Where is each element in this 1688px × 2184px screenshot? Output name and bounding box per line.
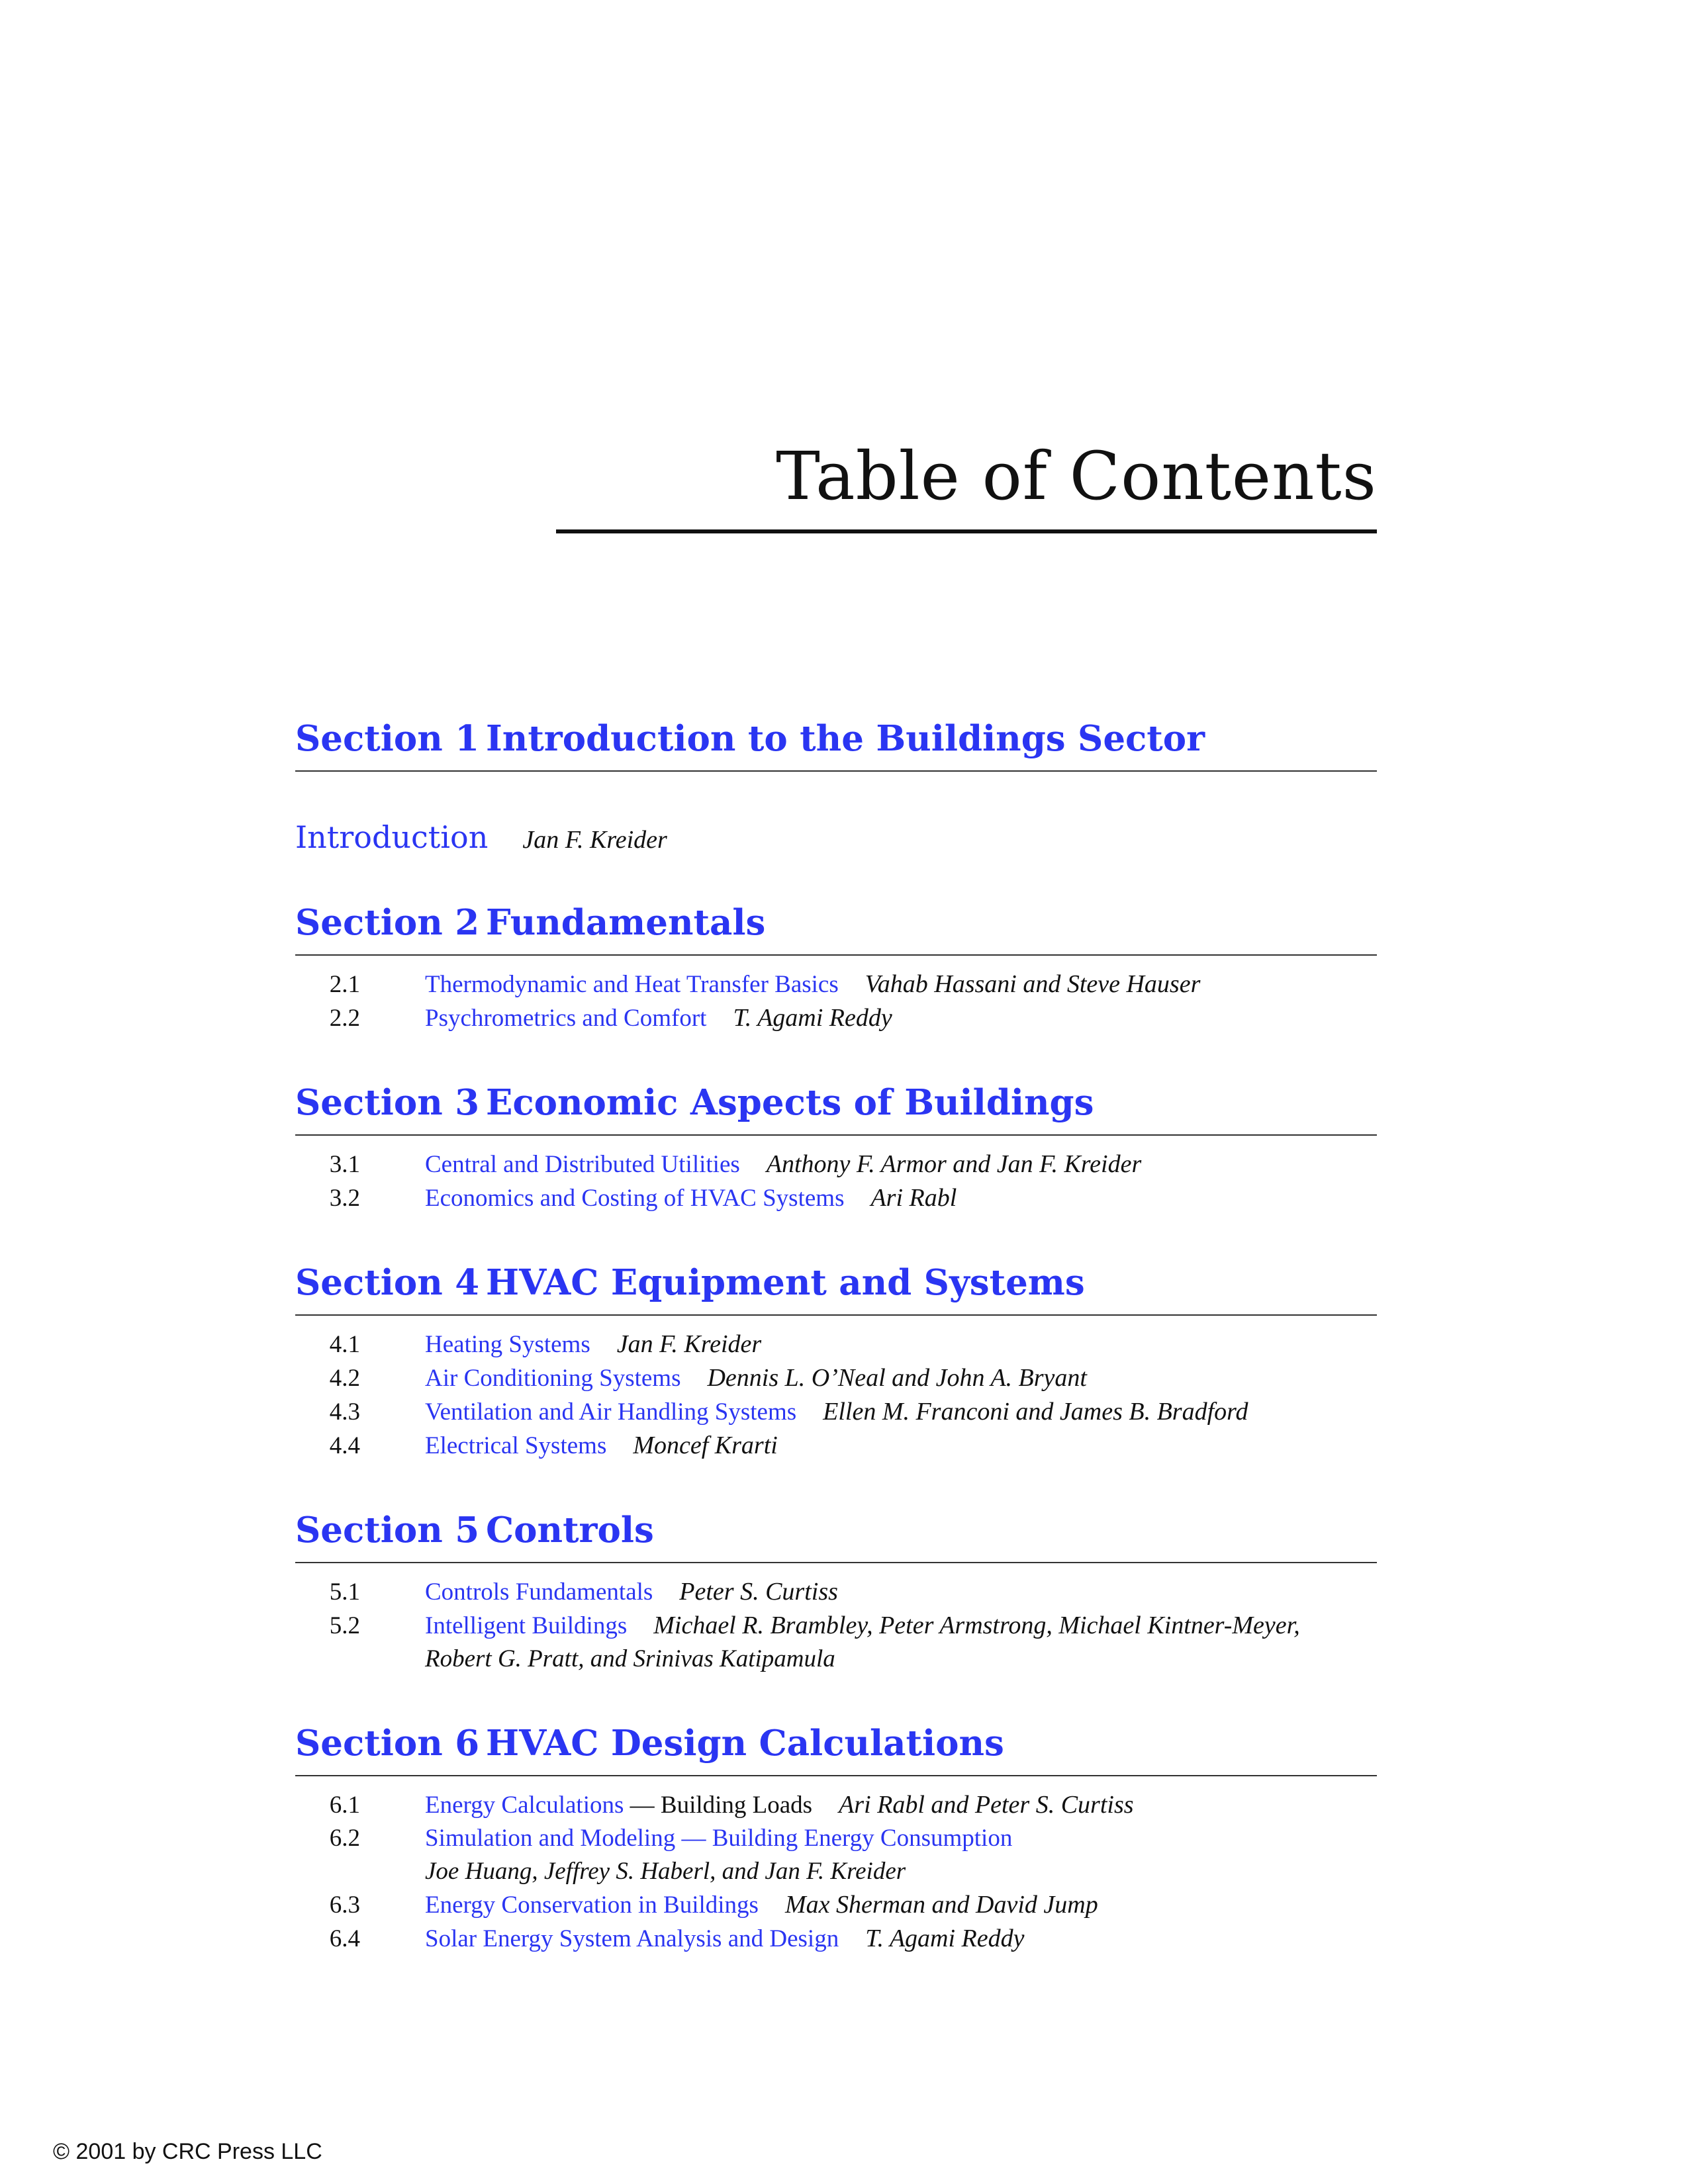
entry-number: 3.1	[329, 1151, 360, 1178]
section-title: Economic Aspects of Buildings	[486, 1082, 1094, 1123]
toc-entry	[295, 1395, 1377, 1429]
entry-link[interactable]: Ventilation and Air Handling Systems	[425, 1398, 797, 1426]
entry-authors-continued: Robert G. Pratt, and Srinivas Katipamula	[425, 1645, 835, 1672]
entry-list	[295, 1575, 1377, 1676]
section-heading[interactable]	[295, 715, 1377, 772]
copyright-footer: © 2001 by CRC Press LLC	[53, 2139, 322, 2164]
section-number: Section 3	[295, 1082, 480, 1123]
toc-entry	[295, 1328, 1377, 1361]
entry-link[interactable]: Economics and Costing of HVAC Systems	[425, 1185, 845, 1212]
entry-list	[295, 1788, 1377, 1956]
section-number: Section 5	[295, 1510, 480, 1551]
entry-authors-continued: Joe Huang, Jeffrey S. Haberl, and Jan F. Kreider	[425, 1858, 906, 1885]
toc-entry	[295, 1181, 1377, 1215]
entry-number: 2.1	[329, 971, 360, 998]
section-title: HVAC Design Calculations	[486, 1723, 1004, 1764]
entry-subtitle: — Building Loads	[624, 1792, 813, 1819]
toc-entry	[295, 1148, 1377, 1181]
intro-entry	[295, 819, 1377, 855]
entry-authors: Jan F. Kreider	[616, 1330, 762, 1358]
section-heading[interactable]	[295, 1719, 1377, 1776]
entry-link[interactable]: Central and Distributed Utilities	[425, 1151, 740, 1178]
entry-authors: Peter S. Curtiss	[679, 1578, 838, 1606]
section-title: Introduction to the Buildings Sector	[486, 718, 1205, 759]
entry-authors: Ari Rabl and Peter S. Curtiss	[839, 1791, 1134, 1819]
entry-number: 4.1	[329, 1331, 360, 1358]
toc-content	[295, 715, 1377, 1999]
section-4	[295, 1259, 1377, 1463]
section-3	[295, 1079, 1377, 1215]
entry-authors: Ellen M. Franconi and James B. Bradford	[823, 1398, 1248, 1426]
entry-link[interactable]: Electrical Systems	[425, 1432, 607, 1459]
title-rule	[556, 529, 1377, 533]
entry-number: 4.3	[329, 1398, 360, 1426]
toc-entry	[295, 1575, 1377, 1609]
section-title: Controls	[486, 1510, 654, 1551]
entry-authors: Dennis L. O’Neal and John A. Bryant	[707, 1364, 1087, 1392]
entry-link[interactable]: Thermodynamic and Heat Transfer Basics	[425, 971, 839, 998]
entry-link[interactable]: Heating Systems	[425, 1331, 590, 1358]
entry-link[interactable]: Energy Calculations	[425, 1792, 624, 1819]
entry-number: 6.4	[329, 1925, 360, 1952]
entry-number: 6.1	[329, 1792, 360, 1819]
entry-link[interactable]: Simulation and Modeling — Building Energy Consumption	[425, 1825, 1013, 1852]
entry-number: 5.1	[329, 1578, 360, 1606]
entry-authors: T. Agami Reddy	[865, 1925, 1025, 1952]
entry-number: 4.2	[329, 1365, 360, 1392]
section-title: HVAC Equipment and Systems	[486, 1262, 1085, 1303]
entry-number: 2.2	[329, 1005, 360, 1032]
entry-authors: T. Agami Reddy	[733, 1004, 892, 1032]
section-6	[295, 1719, 1377, 1956]
toc-entry	[295, 1609, 1377, 1643]
toc-entry	[295, 1888, 1377, 1922]
entry-number: 6.3	[329, 1891, 360, 1919]
entry-authors: Anthony F. Armor and Jan F. Kreider	[766, 1150, 1142, 1178]
section-5	[295, 1506, 1377, 1676]
section-heading[interactable]	[295, 1506, 1377, 1563]
section-heading[interactable]	[295, 1079, 1377, 1136]
entry-number: 3.2	[329, 1185, 360, 1212]
toc-entry	[295, 1429, 1377, 1463]
entry-link[interactable]: Controls Fundamentals	[425, 1578, 653, 1606]
toc-entry	[295, 1922, 1377, 1956]
entry-link[interactable]: Psychrometrics and Comfort	[425, 1005, 707, 1032]
toc-entry	[295, 968, 1377, 1001]
section-1	[295, 715, 1377, 855]
toc-entry	[295, 1788, 1377, 1822]
section-number: Section 1	[295, 718, 480, 759]
entry-link[interactable]: Solar Energy System Analysis and Design	[425, 1925, 839, 1952]
entry-list	[295, 1328, 1377, 1463]
entry-link[interactable]: Air Conditioning Systems	[425, 1365, 681, 1392]
section-heading[interactable]	[295, 899, 1377, 956]
intro-link[interactable]: Introduction	[295, 819, 489, 855]
section-title: Fundamentals	[486, 902, 766, 943]
entry-authors: Ari Rabl	[870, 1184, 957, 1212]
section-number: Section 6	[295, 1723, 480, 1764]
entry-authors: Vahab Hassani and Steve Hauser	[865, 970, 1201, 998]
entry-link[interactable]: Energy Conservation in Buildings	[425, 1891, 759, 1919]
entry-list	[295, 968, 1377, 1035]
entry-number: 5.2	[329, 1612, 360, 1639]
entry-authors: Moncef Krarti	[633, 1432, 778, 1459]
entry-authors: Michael R. Brambley, Peter Armstrong, Michael Kintner-Meyer,	[653, 1612, 1300, 1639]
intro-author: Jan F. Kreider	[522, 826, 667, 854]
entry-number: 6.2	[329, 1825, 360, 1852]
section-number: Section 2	[295, 902, 480, 943]
entry-link[interactable]: Intelligent Buildings	[425, 1612, 628, 1639]
toc-entry	[295, 1361, 1377, 1395]
toc-entry	[295, 1822, 1377, 1855]
entry-number: 4.4	[329, 1432, 360, 1459]
section-heading[interactable]	[295, 1259, 1377, 1316]
entry-list	[295, 1148, 1377, 1215]
section-2	[295, 899, 1377, 1035]
page-title: Table of Contents	[776, 437, 1377, 515]
section-number: Section 4	[295, 1262, 480, 1303]
entry-authors: Max Sherman and David Jump	[784, 1891, 1098, 1919]
toc-entry	[295, 1001, 1377, 1035]
